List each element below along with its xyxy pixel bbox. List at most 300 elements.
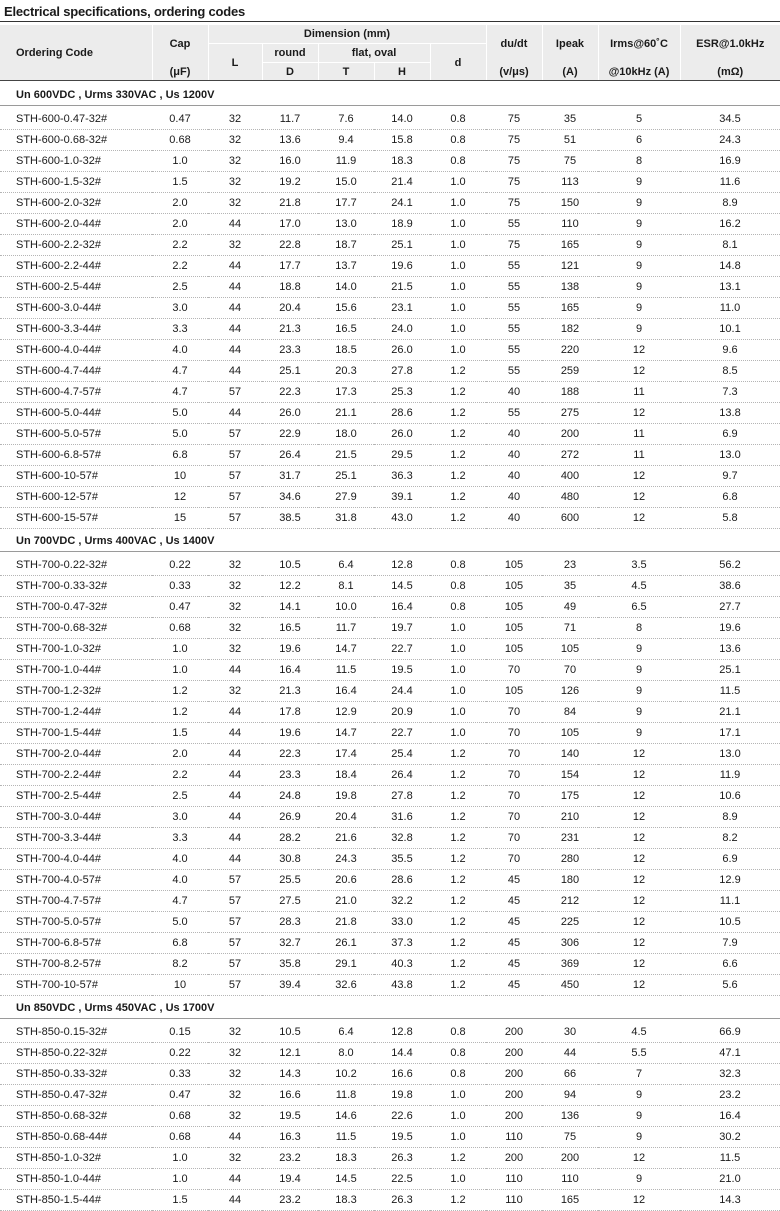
ordering-code-cell: STH-700-6.8-57# (0, 933, 152, 954)
value-cell: 3.3 (152, 828, 208, 849)
table-row (0, 1190, 780, 1211)
value-cell: 10.2 (318, 1064, 374, 1085)
value-cell: 4.7 (152, 361, 208, 382)
value-cell: 32.7 (262, 933, 318, 954)
value-cell: 20.4 (318, 807, 374, 828)
value-cell: 45 (486, 954, 542, 975)
value-cell: 16.6 (262, 1085, 318, 1106)
value-cell: 110 (542, 214, 598, 235)
value-cell: 38.5 (262, 508, 318, 529)
ordering-code-cell: STH-600-2.0-32# (0, 193, 152, 214)
value-cell: 23.2 (262, 1190, 318, 1211)
value-cell: 3.0 (152, 298, 208, 319)
table-row (0, 109, 780, 130)
value-cell: 12 (598, 487, 680, 508)
value-cell: 110 (486, 1127, 542, 1148)
value-cell: 8.9 (680, 807, 780, 828)
value-cell: 44 (208, 807, 262, 828)
value-cell: 10 (152, 975, 208, 996)
value-cell: 1.0 (430, 723, 486, 744)
table-row (0, 382, 780, 403)
value-cell: 20.3 (318, 361, 374, 382)
ordering-code-cell: STH-850-1.5-44# (0, 1190, 152, 1211)
value-cell: 31.7 (262, 466, 318, 487)
value-cell: 10 (152, 466, 208, 487)
value-cell: 11.0 (680, 298, 780, 319)
value-cell: 32 (208, 151, 262, 172)
value-cell: 30.8 (262, 849, 318, 870)
value-cell: 136 (542, 1106, 598, 1127)
value-cell: 154 (542, 765, 598, 786)
value-cell: 15 (152, 508, 208, 529)
value-cell: 1.0 (430, 319, 486, 340)
value-cell: 113 (542, 172, 598, 193)
value-cell: 32 (208, 555, 262, 576)
value-cell: 32 (208, 639, 262, 660)
value-cell: 17.0 (262, 214, 318, 235)
table-row (0, 1169, 780, 1190)
value-cell: 0.22 (152, 555, 208, 576)
col-irms-unit: @10kHz (A) (598, 63, 680, 82)
value-cell: 26.3 (374, 1148, 430, 1169)
ordering-code-cell: STH-700-8.2-57# (0, 954, 152, 975)
value-cell: 75 (486, 235, 542, 256)
value-cell: 19.8 (318, 786, 374, 807)
value-cell: 18.3 (318, 1148, 374, 1169)
ordering-code-cell: STH-600-2.2-44# (0, 256, 152, 277)
value-cell: 9.4 (318, 130, 374, 151)
value-cell: 23.3 (262, 340, 318, 361)
value-cell: 0.8 (430, 555, 486, 576)
value-cell: 12 (598, 828, 680, 849)
value-cell: 23.1 (374, 298, 430, 319)
value-cell: 11.7 (318, 618, 374, 639)
table-row (0, 151, 780, 172)
value-cell: 188 (542, 382, 598, 403)
value-cell: 8.2 (152, 954, 208, 975)
value-cell: 21.8 (262, 193, 318, 214)
table-row (0, 1148, 780, 1169)
value-cell: 2.0 (152, 214, 208, 235)
value-cell: 1.2 (430, 807, 486, 828)
value-cell: 17.8 (262, 702, 318, 723)
value-cell: 0.68 (152, 130, 208, 151)
value-cell: 39.1 (374, 487, 430, 508)
value-cell: 25.1 (318, 466, 374, 487)
value-cell: 35.8 (262, 954, 318, 975)
value-cell: 9 (598, 1169, 680, 1190)
ordering-code-cell: STH-600-3.3-44# (0, 319, 152, 340)
value-cell: 45 (486, 870, 542, 891)
value-cell: 20.6 (318, 870, 374, 891)
value-cell: 19.5 (374, 1127, 430, 1148)
value-cell: 44 (208, 403, 262, 424)
value-cell: 10.1 (680, 319, 780, 340)
value-cell: 200 (486, 1085, 542, 1106)
value-cell: 12 (598, 954, 680, 975)
value-cell: 22.3 (262, 744, 318, 765)
value-cell: 3.5 (598, 555, 680, 576)
value-cell: 1.0 (430, 298, 486, 319)
value-cell: 200 (486, 1064, 542, 1085)
value-cell: 6.4 (318, 1022, 374, 1043)
value-cell: 32.3 (680, 1064, 780, 1085)
value-cell: 23.2 (680, 1085, 780, 1106)
value-cell: 44 (208, 786, 262, 807)
value-cell: 45 (486, 891, 542, 912)
value-cell: 12 (598, 508, 680, 529)
value-cell: 9 (598, 298, 680, 319)
ordering-code-cell: STH-600-2.2-32# (0, 235, 152, 256)
value-cell: 12 (598, 870, 680, 891)
table-row (0, 172, 780, 193)
value-cell: 56.2 (680, 555, 780, 576)
ordering-code-cell: STH-600-4.7-57# (0, 382, 152, 403)
value-cell: 44 (208, 1190, 262, 1211)
value-cell: 70 (486, 702, 542, 723)
value-cell: 26.4 (374, 765, 430, 786)
value-cell: 32 (208, 130, 262, 151)
value-cell: 1.2 (430, 445, 486, 466)
ordering-code-cell: STH-700-3.3-44# (0, 828, 152, 849)
value-cell: 12.8 (374, 555, 430, 576)
value-cell: 8.0 (318, 1043, 374, 1064)
value-cell: 18.8 (262, 277, 318, 298)
value-cell: 1.0 (430, 702, 486, 723)
value-cell: 9 (598, 235, 680, 256)
table-row (0, 954, 780, 975)
value-cell: 70 (486, 828, 542, 849)
table-row (0, 933, 780, 954)
ordering-code-cell: STH-600-1.0-32# (0, 151, 152, 172)
value-cell: 70 (486, 786, 542, 807)
value-cell: 27.9 (318, 487, 374, 508)
value-cell: 275 (542, 403, 598, 424)
value-cell: 9 (598, 319, 680, 340)
value-cell: 0.68 (152, 1106, 208, 1127)
value-cell: 21.6 (318, 828, 374, 849)
value-cell: 11.7 (262, 109, 318, 130)
table-row (0, 681, 780, 702)
value-cell: 26.0 (374, 340, 430, 361)
col-d: d (430, 44, 486, 82)
col-esr: ESR@1.0kHz (680, 25, 780, 63)
section-heading: Un 850VDC , Urms 450VAC , Us 1700V (0, 998, 780, 1019)
value-cell: 32 (208, 1064, 262, 1085)
value-cell: 200 (542, 424, 598, 445)
value-cell: 25.5 (262, 870, 318, 891)
value-cell: 28.6 (374, 403, 430, 424)
value-cell: 12 (598, 891, 680, 912)
ordering-code-cell: STH-700-0.47-32# (0, 597, 152, 618)
value-cell: 40 (486, 382, 542, 403)
value-cell: 14.3 (262, 1064, 318, 1085)
value-cell: 1.0 (430, 214, 486, 235)
col-L: L (208, 44, 262, 82)
value-cell: 40 (486, 508, 542, 529)
table-row (0, 912, 780, 933)
value-cell: 24.8 (262, 786, 318, 807)
value-cell: 140 (542, 744, 598, 765)
value-cell: 11 (598, 382, 680, 403)
value-cell: 0.8 (430, 1022, 486, 1043)
value-cell: 75 (486, 151, 542, 172)
value-cell: 57 (208, 912, 262, 933)
value-cell: 14.1 (262, 597, 318, 618)
value-cell: 11.9 (318, 151, 374, 172)
ordering-code-cell: STH-850-0.68-32# (0, 1106, 152, 1127)
table-row (0, 702, 780, 723)
value-cell: 0.15 (152, 1022, 208, 1043)
value-cell: 27.5 (262, 891, 318, 912)
value-cell: 31.6 (374, 807, 430, 828)
table-row (0, 256, 780, 277)
table-header (0, 25, 780, 81)
value-cell: 1.0 (430, 681, 486, 702)
value-cell: 12.8 (374, 1022, 430, 1043)
value-cell: 44 (208, 340, 262, 361)
value-cell: 14.0 (374, 109, 430, 130)
value-cell: 0.47 (152, 597, 208, 618)
value-cell: 200 (486, 1043, 542, 1064)
value-cell: 32 (208, 1148, 262, 1169)
col-H: H (374, 63, 430, 82)
value-cell: 57 (208, 508, 262, 529)
value-cell: 70 (542, 660, 598, 681)
value-cell: 25.1 (374, 235, 430, 256)
value-cell: 8.1 (680, 235, 780, 256)
value-cell: 1.2 (430, 912, 486, 933)
col-ipeak-unit: (A) (542, 63, 598, 82)
value-cell: 44 (208, 1169, 262, 1190)
table-row (0, 891, 780, 912)
value-cell: 55 (486, 340, 542, 361)
value-cell: 70 (486, 744, 542, 765)
value-cell: 57 (208, 975, 262, 996)
value-cell: 4.7 (152, 891, 208, 912)
value-cell: 12 (598, 933, 680, 954)
value-cell: 15.8 (374, 130, 430, 151)
value-cell: 4.0 (152, 340, 208, 361)
value-cell: 32 (208, 1085, 262, 1106)
value-cell: 31.8 (318, 508, 374, 529)
value-cell: 25.3 (374, 382, 430, 403)
value-cell: 20.4 (262, 298, 318, 319)
value-cell: 44 (208, 1127, 262, 1148)
value-cell: 26.9 (262, 807, 318, 828)
value-cell: 1.0 (152, 1148, 208, 1169)
table-row (0, 765, 780, 786)
value-cell: 21.8 (318, 912, 374, 933)
col-irms: Irms@60˚C (598, 25, 680, 63)
col-dimension: Dimension (mm) (208, 25, 486, 44)
ordering-code-cell: STH-700-2.5-44# (0, 786, 152, 807)
value-cell: 32 (208, 576, 262, 597)
value-cell: 9 (598, 681, 680, 702)
value-cell: 16.2 (680, 214, 780, 235)
value-cell: 0.8 (430, 597, 486, 618)
table-row (0, 1127, 780, 1148)
ordering-code-cell: STH-600-3.0-44# (0, 298, 152, 319)
value-cell: 40 (486, 466, 542, 487)
value-cell: 17.7 (262, 256, 318, 277)
value-cell: 25.1 (262, 361, 318, 382)
value-cell: 55 (486, 319, 542, 340)
value-cell: 26.3 (374, 1190, 430, 1211)
col-round: round (262, 44, 318, 63)
value-cell: 16.3 (262, 1127, 318, 1148)
ordering-code-cell: STH-700-2.0-44# (0, 744, 152, 765)
header-divider (0, 80, 780, 81)
value-cell: 44 (208, 319, 262, 340)
value-cell: 1.5 (152, 723, 208, 744)
value-cell: 16.4 (318, 681, 374, 702)
value-cell: 13.0 (680, 445, 780, 466)
value-cell: 4.5 (598, 1022, 680, 1043)
table-row (0, 1106, 780, 1127)
value-cell: 23.2 (262, 1148, 318, 1169)
value-cell: 11.8 (318, 1085, 374, 1106)
value-cell: 5.5 (598, 1043, 680, 1064)
table-row (0, 1085, 780, 1106)
table-row (0, 849, 780, 870)
value-cell: 45 (486, 933, 542, 954)
value-cell: 75 (486, 193, 542, 214)
ordering-code-cell: STH-700-0.22-32# (0, 555, 152, 576)
value-cell: 24.4 (374, 681, 430, 702)
value-cell: 44 (208, 660, 262, 681)
value-cell: 6.5 (598, 597, 680, 618)
value-cell: 0.8 (430, 1043, 486, 1064)
value-cell: 0.47 (152, 109, 208, 130)
value-cell: 165 (542, 235, 598, 256)
value-cell: 480 (542, 487, 598, 508)
value-cell: 280 (542, 849, 598, 870)
col-ordering-code: Ordering Code (0, 25, 152, 81)
ordering-code-cell: STH-600-6.8-57# (0, 445, 152, 466)
col-esr-unit: (mΩ) (680, 63, 780, 82)
ordering-code-cell: STH-850-0.47-32# (0, 1085, 152, 1106)
value-cell: 1.2 (430, 744, 486, 765)
value-cell: 57 (208, 424, 262, 445)
value-cell: 32 (208, 172, 262, 193)
value-cell: 400 (542, 466, 598, 487)
value-cell: 105 (542, 639, 598, 660)
value-cell: 2.2 (152, 256, 208, 277)
value-cell: 44 (208, 702, 262, 723)
value-cell: 23.3 (262, 765, 318, 786)
value-cell: 17.3 (318, 382, 374, 403)
col-ipeak: Ipeak (542, 25, 598, 63)
value-cell: 2.5 (152, 786, 208, 807)
ordering-code-cell: STH-700-4.0-44# (0, 849, 152, 870)
value-cell: 1.2 (430, 870, 486, 891)
value-cell: 13.1 (680, 277, 780, 298)
value-cell: 0.22 (152, 1043, 208, 1064)
value-cell: 0.68 (152, 1127, 208, 1148)
value-cell: 12.9 (680, 870, 780, 891)
value-cell: 37.3 (374, 933, 430, 954)
value-cell: 35 (542, 576, 598, 597)
value-cell: 44 (208, 849, 262, 870)
value-cell: 57 (208, 382, 262, 403)
value-cell: 75 (486, 109, 542, 130)
value-cell: 306 (542, 933, 598, 954)
table-row (0, 1043, 780, 1064)
value-cell: 14.6 (318, 1106, 374, 1127)
value-cell: 26.0 (374, 424, 430, 445)
value-cell: 13.7 (318, 256, 374, 277)
value-cell: 44 (208, 723, 262, 744)
value-cell: 11.5 (318, 1127, 374, 1148)
value-cell: 9 (598, 214, 680, 235)
table-row (0, 487, 780, 508)
value-cell: 180 (542, 870, 598, 891)
col-flat-oval: flat, oval (318, 44, 430, 63)
value-cell: 1.2 (430, 508, 486, 529)
value-cell: 200 (486, 1106, 542, 1127)
value-cell: 13.0 (318, 214, 374, 235)
value-cell: 8 (598, 618, 680, 639)
value-cell: 57 (208, 870, 262, 891)
value-cell: 13.0 (680, 744, 780, 765)
value-cell: 22.7 (374, 639, 430, 660)
value-cell: 10.0 (318, 597, 374, 618)
value-cell: 14.4 (374, 1043, 430, 1064)
value-cell: 57 (208, 466, 262, 487)
value-cell: 70 (486, 849, 542, 870)
value-cell: 6.8 (152, 445, 208, 466)
value-cell: 9 (598, 1127, 680, 1148)
value-cell: 34.5 (680, 109, 780, 130)
value-cell: 18.4 (318, 765, 374, 786)
value-cell: 22.8 (262, 235, 318, 256)
value-cell: 21.5 (374, 277, 430, 298)
ordering-code-cell: STH-850-0.68-44# (0, 1127, 152, 1148)
value-cell: 19.6 (680, 618, 780, 639)
value-cell: 55 (486, 256, 542, 277)
value-cell: 1.5 (152, 1190, 208, 1211)
value-cell: 200 (542, 1148, 598, 1169)
value-cell: 9 (598, 639, 680, 660)
ordering-code-cell: STH-600-4.7-44# (0, 361, 152, 382)
value-cell: 9 (598, 1085, 680, 1106)
value-cell: 1.0 (152, 151, 208, 172)
value-cell: 3.3 (152, 319, 208, 340)
value-cell: 1.0 (430, 256, 486, 277)
value-cell: 47.1 (680, 1043, 780, 1064)
value-cell: 19.5 (262, 1106, 318, 1127)
value-cell: 43.8 (374, 975, 430, 996)
table-row (0, 361, 780, 382)
value-cell: 105 (486, 555, 542, 576)
value-cell: 12.2 (262, 576, 318, 597)
value-cell: 9.6 (680, 340, 780, 361)
value-cell: 12 (598, 1148, 680, 1169)
value-cell: 210 (542, 807, 598, 828)
title-divider (0, 21, 780, 22)
value-cell: 138 (542, 277, 598, 298)
value-cell: 35.5 (374, 849, 430, 870)
value-cell: 2.2 (152, 235, 208, 256)
value-cell: 1.2 (152, 681, 208, 702)
value-cell: 17.4 (318, 744, 374, 765)
value-cell: 8.5 (680, 361, 780, 382)
value-cell: 26.1 (318, 933, 374, 954)
ordering-code-cell: STH-600-1.5-32# (0, 172, 152, 193)
value-cell: 14.0 (318, 277, 374, 298)
value-cell: 57 (208, 445, 262, 466)
